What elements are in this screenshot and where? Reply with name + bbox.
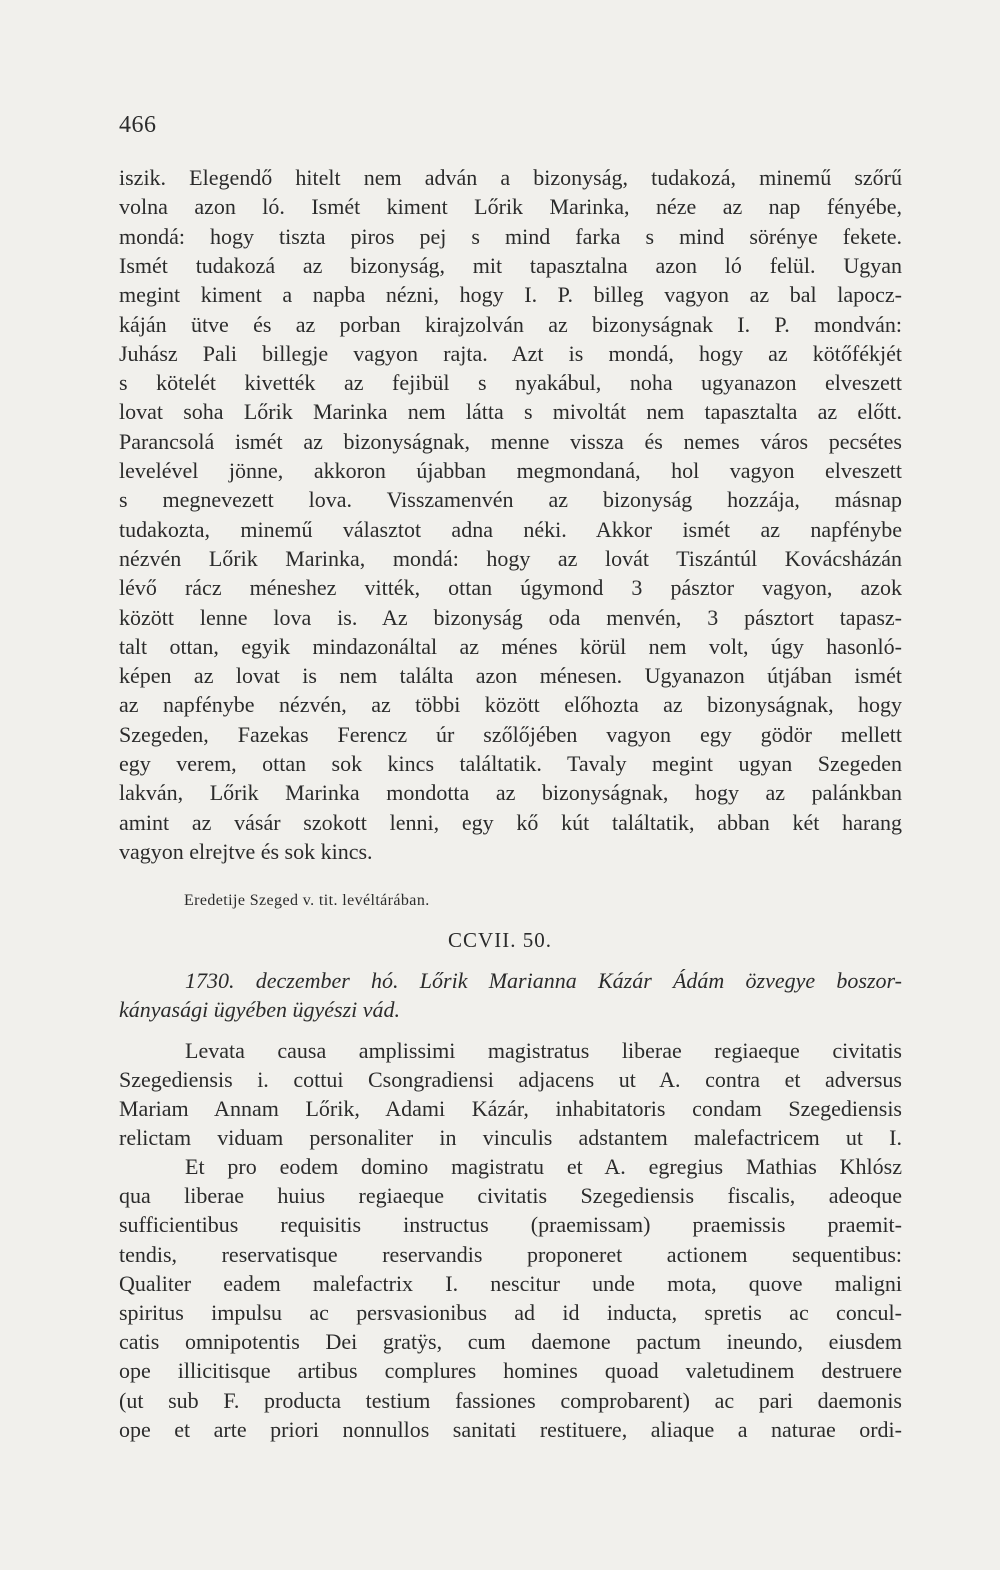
text-line: egy verem, ottan sok kincs találtatik. Tavaly megint ugyan Szegeden	[119, 751, 902, 776]
text-line: Mariam Annam Lőrik, Adami Kázár, inhabitatoris condam Szegediensis	[119, 1096, 902, 1121]
text-line: lévő rácz méneshez vitték, ottan úgymond 3 pásztor vagyon, azok	[119, 575, 902, 601]
page-number: 466	[119, 112, 157, 138]
text-line: talt ottan, egyik mindazonáltal az ménes körül nem volt, úgy hasonló-	[119, 633, 902, 659]
text-line: qua liberae huius regiaeque civitatis Szegediensis fiscalis, adeoque	[119, 1183, 902, 1209]
source-note: Eredetije Szeged v. tit. levéltárában.	[184, 892, 430, 909]
text-line: megint kiment a napba nézni, hogy I. P. billeg vagyon az bal lapocz-	[119, 282, 902, 308]
document-number: CCVII. 50.	[448, 928, 552, 952]
text-line: mondá: hogy tiszta piros pej s mind farka s mind sörénye fekete.	[119, 223, 902, 249]
text-line: tudakozta, minemű választot adna néki. Akkor ismét az napfénybe	[119, 516, 902, 542]
text-line: lovat soha Lőrik Marinka nem látta s mivoltát nem tapasztalta az előtt.	[119, 399, 902, 425]
text-line: s kötelét kivették az fejibül s nyakábul, noha ugyanazon elveszett	[119, 370, 902, 396]
text-line: Ismét tudakozá az bizonyság, mit tapasztalna azon ló felül. Ugyan	[119, 252, 902, 278]
text-line: volna azon ló. Ismét kiment Lőrik Marinka, néze az nap fényébe,	[119, 194, 902, 220]
text-line: káján ütve és az porban kirajzolván az bizonyságnak I. P. mondván:	[119, 311, 902, 337]
text-line: képen az lovat is nem találta azon ménesen. Ugyanazon útjában ismét	[119, 663, 902, 689]
text-line: spiritus impulsu ac persvasionibus ad id inducta, spretis ac concul-	[119, 1300, 902, 1325]
text-line: tendis, reservatisque reservandis proponeret actionem sequentibus:	[119, 1241, 902, 1267]
text-line: kányasági ügyében ügyészi vád.	[119, 997, 401, 1022]
text-line: Juhász Pali billegje vagyon rajta. Azt is mondá, hogy az kötőfékjét	[119, 340, 902, 366]
text-line: vagyon elrejtve és sok kincs.	[119, 838, 373, 864]
text-line: iszik. Elegendő hitelt nem adván a bizonyság, tudakozá, minemű szőrű	[119, 165, 902, 190]
text-line: lakván, Lőrik Marinka mondotta az bizonyságnak, hogy az palánkban	[119, 780, 902, 806]
text-line: Et pro eodem domino magistratu et A. egregius Mathias Khlósz	[185, 1154, 902, 1179]
text-line: az napfénybe nézvén, az többi között előhozta az bizonyságnak, hogy	[119, 692, 902, 718]
text-line: ope illicitisque artibus complures homines quoad valetudinem destruere	[119, 1358, 902, 1384]
text-line: nézvén Lőrik Marinka, mondá: hogy az lovát Tiszántúl Kovácsházán	[119, 545, 902, 571]
text-line: amint az vásár szokott lenni, egy kő kút találtatik, abban két harang	[119, 809, 902, 835]
text-line: Szegediensis i. cottui Csongradiensi adjacens ut A. contra et adversus	[119, 1067, 902, 1092]
text-line: Szegeden, Fazekas Ferencz úr szőlőjében vagyon egy gödör mellett	[119, 721, 902, 747]
text-line: között lenne lova is. Az bizonyság oda menvén, 3 pásztort tapasz-	[119, 604, 902, 630]
text-line: relictam viduam personaliter in vinculis adstantem malefactricem ut I.	[119, 1125, 902, 1150]
text-line: Levata causa amplissimi magistratus liberae regiaeque civitatis	[185, 1038, 902, 1063]
text-line: s megnevezett lova. Visszamenvén az bizonyság hozzája, másnap	[119, 487, 902, 513]
text-line: 1730. deczember hó. Lőrik Marianna Kázár Ádám özvegye boszor-	[185, 968, 902, 993]
text-line: levelével jönne, akkoron újabban megmondaná, hol vagyon elveszett	[119, 458, 902, 483]
text-line: (ut sub F. producta testium fassiones comprobarent) ac pari daemonis	[119, 1387, 902, 1413]
text-line: ope et arte priori nonnullos sanitati restituere, aliaque a naturae ordi-	[119, 1416, 902, 1442]
text-line: Qualiter eadem malefactrix I. nescitur unde mota, quove maligni	[119, 1270, 902, 1296]
text-line: Parancsolá ismét az bizonyságnak, menne vissza és nemes város pecsétes	[119, 428, 902, 454]
text-line: sufficientibus requisitis instructus (praemissam) praemissis praemit-	[119, 1212, 902, 1238]
text-line: catis omnipotentis Dei gratÿs, cum daemone pactum ineundo, eiusdem	[119, 1329, 902, 1355]
